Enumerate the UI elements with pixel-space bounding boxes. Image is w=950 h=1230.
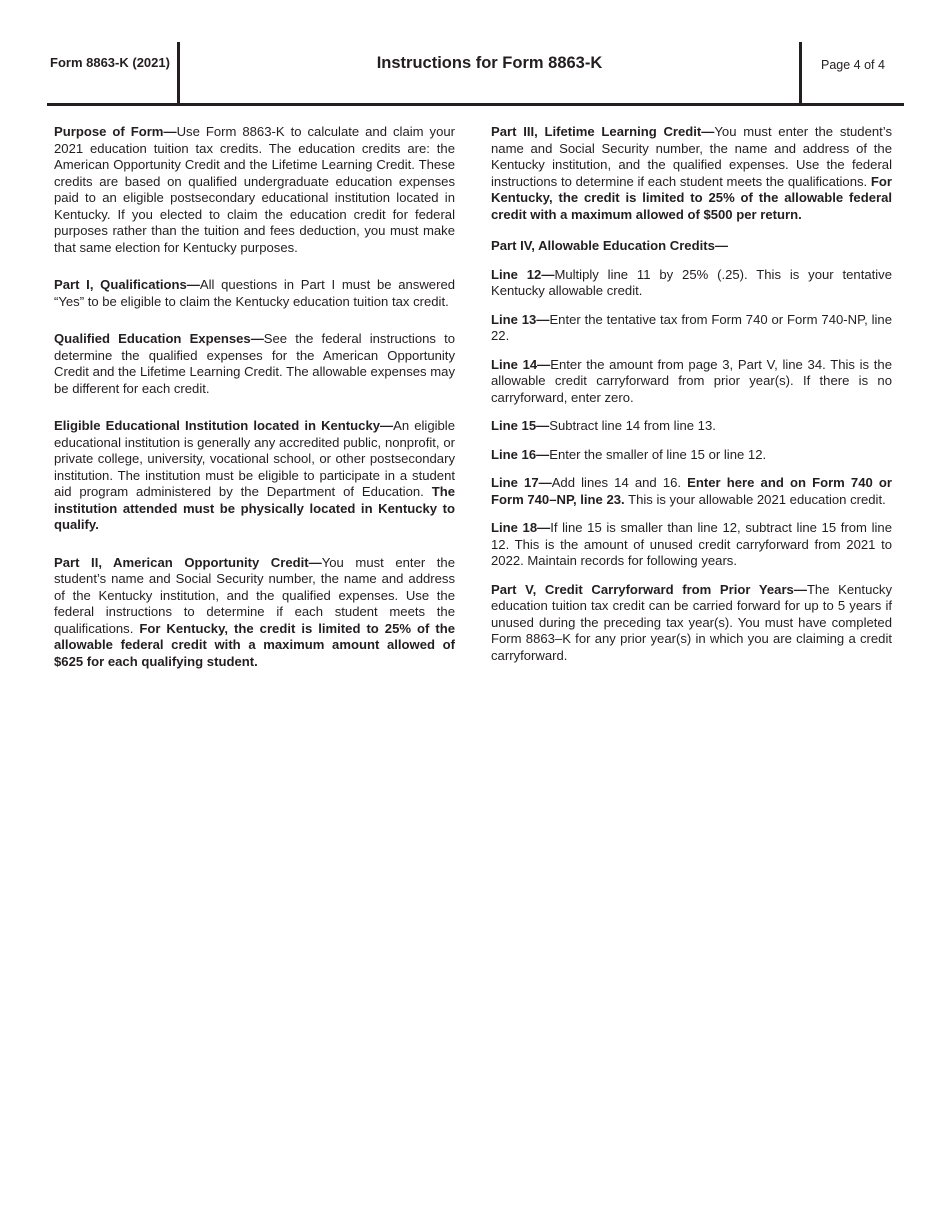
header-divider-right xyxy=(799,42,802,103)
part2-paragraph xyxy=(54,555,455,671)
page-number: Page 4 of 4 xyxy=(821,58,885,72)
line18-text: If line 15 is smaller than line 12, subtract line 15 from line 12. This is the amount of unused credit carryforward from 2021 to 2022. Maintain records for following years. xyxy=(491,520,892,568)
line17-paragraph xyxy=(491,475,892,508)
line12-heading: Line 12— xyxy=(491,266,555,282)
line13-text: Enter the tentative tax from Form 740 or Form 740-NP, line 22. xyxy=(491,311,892,343)
part3-bold: For Kentucky, the credit is limited to 25% of the allowable federal credit with a maximum allowed of $500 per return. xyxy=(491,173,892,222)
line14-paragraph xyxy=(491,357,892,407)
line15-text: Subtract line 14 from line 13. xyxy=(549,418,716,433)
line16-heading: Line 16— xyxy=(491,446,550,462)
right-column xyxy=(491,124,892,676)
line14-heading: Line 14— xyxy=(491,356,551,372)
part3-text: You must enter the student’s name and Social Security number, the name and address of the Kentucky institution, and the qualified expenses. Use the federal instructions to determine if each student meets the qualifications. xyxy=(491,124,892,189)
qualified-expenses-paragraph xyxy=(54,331,455,397)
eligible-institution-bold: The institution attended must be physically located in Kentucky to qualify. xyxy=(54,484,455,532)
line13-heading: Line 13— xyxy=(491,311,550,327)
page-header xyxy=(47,40,904,106)
qualified-expenses-heading: Qualified Education Expenses— xyxy=(54,331,264,346)
line17-bold: Enter here and on Form 740 or Form 740–NP, line 23. xyxy=(491,475,892,507)
line15-heading: Line 15— xyxy=(491,418,550,433)
line12-text: Multiply line 11 by 25% (.25). This is your tentative Kentucky allowable credit. xyxy=(491,266,892,298)
line18-paragraph xyxy=(491,520,892,570)
purpose-paragraph xyxy=(54,124,455,256)
part1-text: All questions in Part I must be answered “Yes” to be eligible to claim the Kentucky education tuition tax credit. xyxy=(54,277,456,309)
line14-text: Enter the amount from page 3, Part V, line 34. This is the allowable credit carryforward from prior year(s). If there is no carryforward, enter zero. xyxy=(491,356,892,405)
eligible-institution-heading: Eligible Educational Institution located in Kentucky— xyxy=(54,418,394,433)
line13-paragraph xyxy=(491,312,892,345)
eligible-institution-text: An eligible educational institution is generally any accredited public, nonprofit, or private college, university, vocational school, or other postsecondary institution. The institution must be eligible to participate in a student aid program administered by the Department of Education. xyxy=(54,418,455,499)
part3-paragraph xyxy=(491,124,892,223)
part5-paragraph xyxy=(491,582,892,665)
part2-heading: Part II, American Opportunity Credit— xyxy=(54,554,322,570)
purpose-text: Use Form 8863-K to calculate and claim your 2021 education tuition tax credits. The education credits are: the American Opportunity Credit and the Lifetime Learning Credit. These credits are based on qualified undergraduate education expenses paid to an eligible postsecondary educational institution located in Kentucky. If you elected to claim the education credit for federal purposes rather than the tuition and fees deduction, you must make that same election for Kentucky purposes. xyxy=(54,124,455,255)
line12-paragraph xyxy=(491,267,892,300)
line16-text: Enter the smaller of line 15 or line 12. xyxy=(549,446,767,462)
line17-text-end: This is your allowable 2021 education credit. xyxy=(624,491,886,507)
line17-heading: Line 17— xyxy=(491,475,552,490)
qualified-expenses-text: See the federal instructions to determine the qualified expenses for the American Opportunity Credit and the Lifetime Learning Credit. The allowable expenses may be different for each credit. xyxy=(54,331,455,396)
purpose-heading: Purpose of Form— xyxy=(54,124,177,139)
part1-paragraph xyxy=(54,277,455,310)
line18-heading: Line 18— xyxy=(491,520,551,535)
part5-heading: Part V, Credit Carryforward from Prior Years— xyxy=(491,581,807,597)
part5-text: The Kentucky education tuition tax credit can be carried forward for up to 5 years if unused during the preceding tax year(s). You must have completed Form 8863–K for any prior year(s) in which you are claiming a credit carryforward. xyxy=(491,581,892,663)
part4-paragraph xyxy=(491,238,892,255)
line15-paragraph xyxy=(491,418,892,435)
part1-heading: Part I, Qualifications— xyxy=(54,277,200,292)
part3-heading: Part III, Lifetime Learning Credit— xyxy=(491,124,715,139)
line17-text: Add lines 14 and 16. xyxy=(551,475,688,490)
page-title: Instructions for Form 8863-K xyxy=(376,54,603,72)
part4-heading: Part IV, Allowable Education Credits— xyxy=(491,238,728,253)
part2-bold: For Kentucky, the credit is limited to 25% of the allowable federal credit with a maximum amount allowed of $625 for each qualifying student. xyxy=(54,620,455,669)
form-id: Form 8863-K (2021) xyxy=(50,55,170,70)
part2-text: You must enter the student’s name and Social Security number, the name and address of the Kentucky institution, and the qualified expenses. Use the federal instructions to determine if each student meets the qualifications. xyxy=(54,554,455,636)
left-column xyxy=(54,124,455,691)
line16-paragraph xyxy=(491,447,892,464)
eligible-institution-paragraph xyxy=(54,418,455,534)
